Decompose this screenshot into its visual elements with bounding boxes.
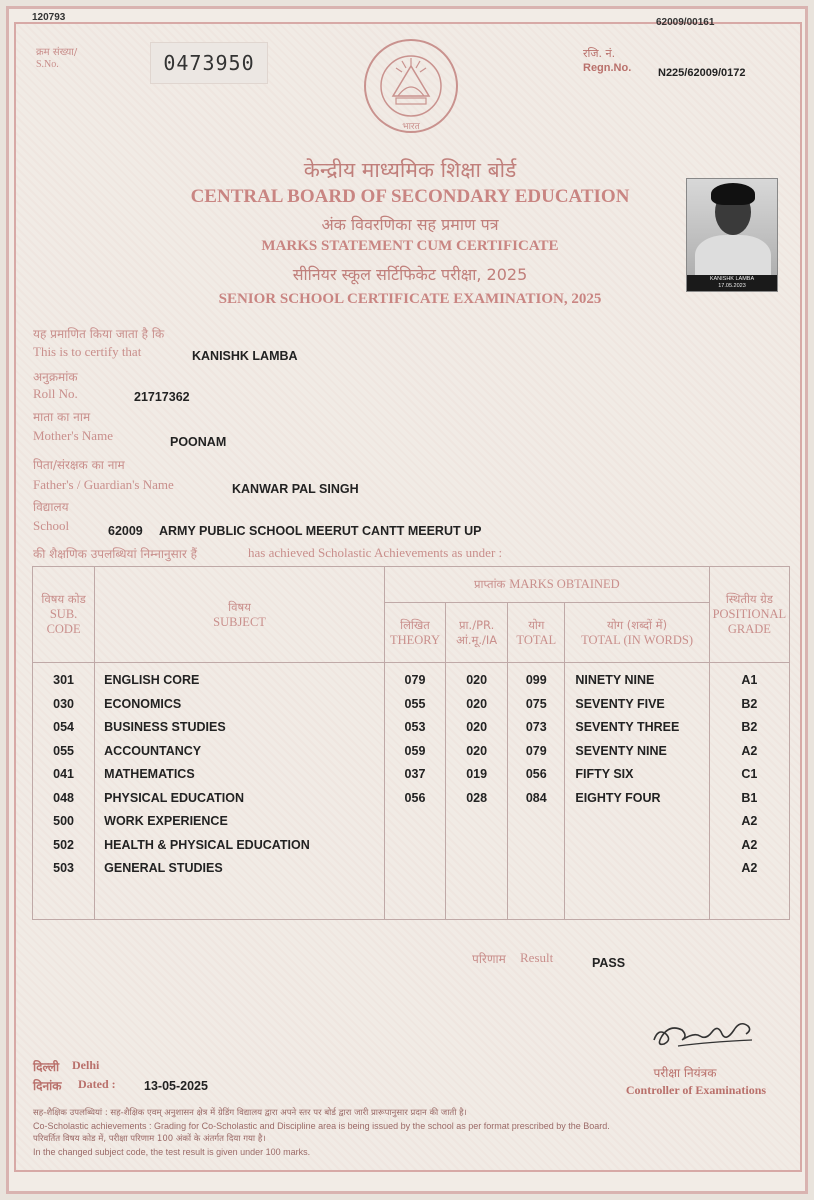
subject-code: 500	[53, 814, 74, 828]
subject-total-words: SEVENTY THREE	[575, 720, 680, 734]
seal-text: भारत	[402, 122, 420, 132]
subject-total: 079	[525, 743, 547, 758]
regn-label-hi: रजि. नं.	[583, 47, 616, 60]
father-label-en: Father's / Guardian's Name	[33, 477, 174, 492]
exam-title-hi: सीनियर स्कूल सर्टिफिकेट परीक्षा, 2025	[292, 265, 528, 284]
subject-total-words	[565, 810, 708, 834]
note-co-scholastic-hi: सह-शैक्षिक उपलब्धियां : सह-शैक्षिक एवम् अनुशासन क्षेत्र में ग्रेडिंग विद्यालय द्वारा अपने स्तर पर बोर्ड द्वारा जारी प्रारूपानुसार प्रदान की जाती है।	[33, 1108, 467, 1118]
note-changed-code-en: In the changed subject code, the test result is given under 100 marks.	[33, 1147, 311, 1157]
subject-grade: C1	[741, 767, 758, 781]
photo-caption-name: KANISHK LAMBA	[709, 276, 755, 282]
subject-name: BUSINESS STUDIES	[104, 720, 226, 734]
subject-name: HEALTH & PHYSICAL EDUCATION	[104, 837, 310, 852]
subject-theory: 037	[404, 767, 426, 781]
subject-code: 055	[53, 743, 74, 758]
school-label-en: School	[33, 518, 70, 533]
note-co-scholastic-en: Co-Scholastic achievements : Grading for Co-Scholastic and Discipline area is being issued by the school as per format prescribed by the Board.	[33, 1121, 610, 1131]
header-practical: प्रा./PR. आं.मू./IA	[446, 603, 508, 663]
mother-name: POONAM	[170, 435, 227, 449]
subject-total-words: FIFTY SIX	[575, 767, 634, 781]
subject-code: 502	[53, 837, 74, 852]
mother-label-hi: माता का नाम	[33, 410, 91, 424]
father-label-hi: पिता/संरक्षक का नाम	[33, 458, 125, 472]
subject-grade: A1	[741, 673, 758, 687]
father-name: KANWAR PAL SINGH	[232, 482, 359, 496]
column-total	[508, 663, 565, 920]
subject-total: 075	[525, 696, 547, 711]
exam-title-en: SENIOR SCHOOL CERTIFICATE EXAMINATION, 2025	[218, 291, 602, 307]
subject-total-words: SEVENTY NINE	[575, 743, 667, 758]
certify-label-en: This is to certify that	[33, 344, 142, 359]
subject-total-words	[565, 834, 708, 858]
subject-grade: A2	[741, 837, 758, 852]
subject-total: 084	[525, 790, 547, 805]
subject-name: MATHEMATICS	[104, 767, 195, 781]
serial-label-hi: क्रम संख्या/	[36, 47, 78, 58]
subject-name: PHYSICAL EDUCATION	[104, 790, 244, 805]
subject-code: 301	[53, 673, 74, 687]
subject-practical: 020	[466, 696, 488, 711]
mother-label-en: Mother's Name	[33, 428, 113, 443]
subject-theory: 079	[404, 673, 426, 687]
column-subject	[95, 663, 385, 920]
subject-total: 056	[525, 767, 547, 781]
subject-practical: 020	[466, 743, 488, 758]
marks-table	[32, 566, 790, 920]
achieved-label-hi: की शैक्षणिक उपलब्धियां निम्नानुसार हैं	[33, 547, 197, 561]
note-changed-code-hi: परिवर्तित विषय कोड में, परीक्षा परिणाम 100 अंकों के अंतर्गत दिया गया है।	[33, 1134, 266, 1144]
subject-practical: 019	[466, 767, 488, 781]
subject-theory: 059	[404, 743, 426, 758]
board-title-en: CENTRAL BOARD OF SECONDARY EDUCATION	[190, 186, 630, 207]
subject-practical: 020	[466, 720, 488, 734]
column-theory	[384, 663, 445, 920]
subject-total-words: SEVENTY FIVE	[575, 696, 665, 711]
regn-label-en: Regn.No.	[583, 62, 632, 74]
subject-practical	[446, 810, 507, 834]
doc-title-hi: अंक विवरणिका सह प्रमाण पत्र	[321, 215, 499, 234]
result-label-hi: परिणाम	[472, 952, 506, 966]
roll-number: 21717362	[134, 390, 190, 404]
subject-code: 041	[53, 767, 74, 781]
photo-caption-date: 17.05.2023	[718, 283, 746, 289]
subject-total	[508, 857, 564, 881]
controller-signature-icon	[648, 1010, 758, 1056]
subject-name: GENERAL STUDIES	[104, 861, 223, 875]
subject-code: 054	[53, 720, 74, 734]
subject-grade: B2	[741, 720, 758, 734]
subject-theory: 056	[404, 790, 426, 805]
candidate-photo	[686, 178, 778, 292]
subject-practical	[446, 834, 507, 858]
top-left-number: 120793	[32, 12, 66, 23]
subject-theory	[385, 810, 445, 834]
candidate-name: KANISHK LAMBA	[192, 349, 298, 363]
board-title-hi: केन्द्रीय माध्यमिक शिक्षा बोर्ड	[303, 158, 517, 182]
header-total: योग TOTAL	[508, 603, 565, 663]
header-theory: लिखित THEORY	[384, 603, 445, 663]
header-marks-obtained: प्राप्तांक MARKS OBTAINED	[384, 567, 709, 603]
subject-code: 030	[53, 696, 74, 711]
column-code	[33, 663, 95, 920]
subject-practical: 020	[466, 673, 488, 687]
doc-title-en: MARKS STATEMENT CUM CERTIFICATE	[261, 238, 559, 254]
achieved-label-en: has achieved Scholastic Achievements as under :	[248, 545, 503, 560]
serial-number: 0473950	[150, 42, 268, 84]
subject-grade: A2	[741, 861, 758, 875]
controller-label-hi: परीक्षा नियंत्रक	[653, 1066, 717, 1080]
school-code: 62009	[108, 524, 143, 538]
dated-label-en: Dated :	[78, 1077, 116, 1091]
subject-theory	[385, 857, 445, 881]
subject-name: ECONOMICS	[104, 696, 182, 711]
certify-label-hi: यह प्रमाणित किया जाता है कि	[33, 327, 165, 341]
subject-grade: A2	[741, 743, 758, 758]
subject-total: 073	[525, 720, 547, 734]
serial-label-en: S.No.	[36, 59, 59, 70]
header-total-words: योग (शब्दों में) TOTAL (IN WORDS)	[565, 603, 709, 663]
subject-code: 503	[53, 861, 74, 875]
subject-practical	[446, 857, 507, 881]
subject-code: 048	[53, 790, 74, 805]
subject-name: ACCOUNTANCY	[104, 743, 202, 758]
subject-name: WORK EXPERIENCE	[104, 814, 228, 828]
subject-total-words	[565, 857, 708, 881]
subject-total-words: NINETY NINE	[575, 673, 655, 687]
result-value: PASS	[592, 956, 626, 970]
column-total-words	[565, 663, 709, 920]
controller-label-en: Controller of Examinations	[625, 1083, 767, 1097]
school-name: ARMY PUBLIC SCHOOL MEERUT CANTT MEERUT UP	[159, 524, 482, 538]
school-label-hi: विद्यालय	[33, 500, 69, 514]
subject-grade: B1	[741, 790, 758, 805]
subject-grade: B2	[741, 696, 758, 711]
subject-total-words: EIGHTY FOUR	[575, 790, 661, 805]
result-label-en: Result	[520, 950, 554, 965]
roll-label-hi: अनुक्रमांक	[33, 370, 78, 384]
header-subject: विषय SUBJECT	[95, 567, 385, 663]
subject-total	[508, 810, 564, 834]
subject-grade: A2	[741, 814, 758, 828]
header-positional-grade: स्थितीय ग्रेड POSITIONAL GRADE	[709, 567, 789, 663]
roll-label-en: Roll No.	[33, 386, 78, 401]
subject-theory: 053	[404, 720, 426, 734]
column-practical	[446, 663, 508, 920]
subject-theory	[385, 834, 445, 858]
subject-total	[508, 834, 564, 858]
issue-date: 13-05-2025	[144, 1079, 208, 1093]
subject-name: ENGLISH CORE	[104, 673, 200, 687]
regn-number: N225/62009/0172	[658, 67, 746, 79]
top-right-number: 62009/00161	[656, 17, 715, 28]
subject-theory: 055	[404, 696, 426, 711]
subject-total: 099	[525, 673, 547, 687]
header-sub-code: विषय कोड SUB. CODE	[33, 567, 95, 663]
subject-practical: 028	[466, 790, 488, 805]
place-label-hi: दिल्ली	[33, 1060, 60, 1074]
place-label-en: Delhi	[72, 1058, 100, 1072]
dated-label-hi: दिनांक	[33, 1079, 62, 1093]
column-grade	[709, 663, 789, 920]
